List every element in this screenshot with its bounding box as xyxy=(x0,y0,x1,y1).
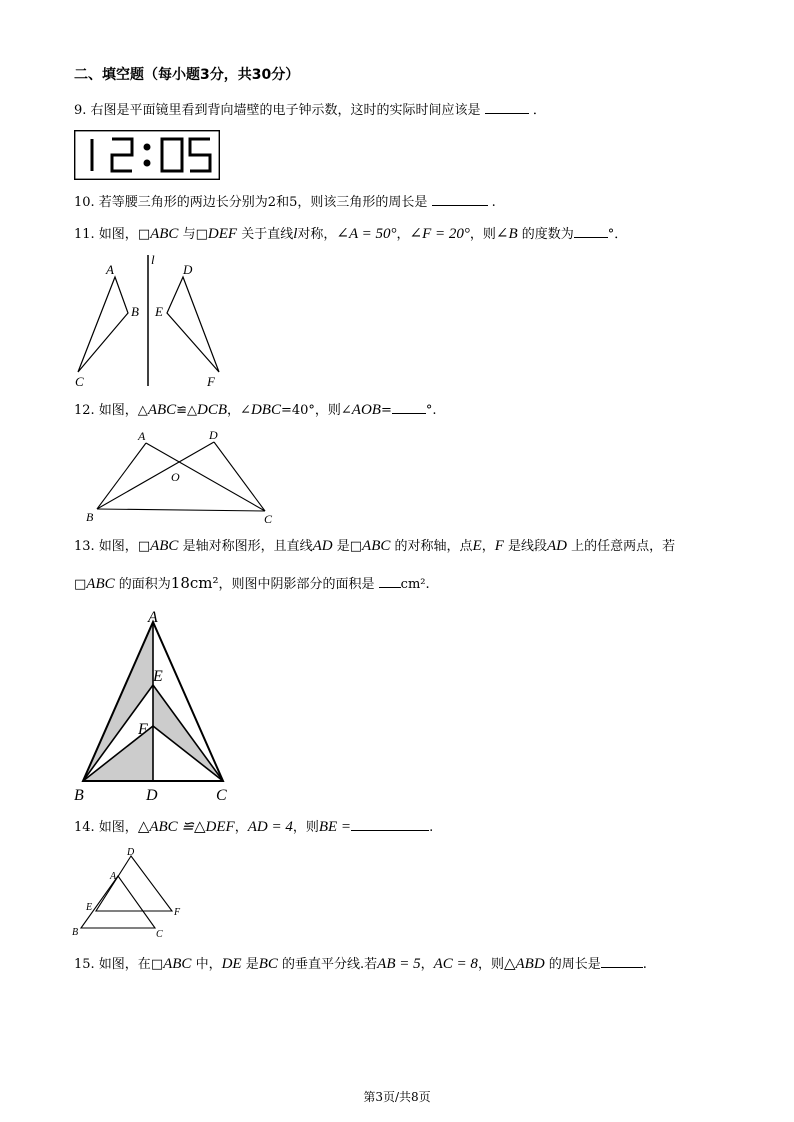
q13-mid2: 是 xyxy=(332,539,350,554)
question-13 xyxy=(74,537,675,556)
question-9 xyxy=(74,100,546,120)
q13-answer-blank[interactable] xyxy=(379,574,401,588)
q11-angle-f: ∠F = 20° xyxy=(409,226,470,242)
q12-figure-svg xyxy=(80,426,280,526)
label-b: B xyxy=(131,304,139,319)
q11-figure xyxy=(70,250,240,392)
q13-abc-2: ABC xyxy=(362,538,391,554)
label-d: D xyxy=(183,262,193,277)
q15-triangle-symbol: □ xyxy=(150,957,164,972)
mirror-clock-figure xyxy=(74,130,220,180)
q11-end: °． xyxy=(607,227,628,242)
q12-mid3: = xyxy=(380,403,392,418)
label-c: C xyxy=(75,374,84,389)
q13-prefix: 13. 如图， xyxy=(74,539,138,554)
q13-mid5: 是线段 xyxy=(503,539,548,554)
q11-prefix: 11. 如图， xyxy=(74,227,138,242)
q12-prefix: 12. 如图，△ xyxy=(74,403,148,418)
q11-mid3: 对称， xyxy=(297,227,337,242)
q14-ad: AD = 4 xyxy=(247,819,293,835)
q13-mid1: 是轴对称图形，且直线 xyxy=(178,539,313,554)
q14-figure-svg xyxy=(70,843,190,943)
q11-figure-svg xyxy=(70,250,240,392)
q12-figure xyxy=(80,426,280,526)
q15-de: DE xyxy=(221,956,242,972)
clock-colon-bottom xyxy=(144,160,151,167)
label-d: D xyxy=(209,428,218,442)
segment-ac xyxy=(146,443,265,511)
q15-answer-blank[interactable] xyxy=(601,954,643,968)
q9-text: 9. 右图是平面镜里看到背向墙壁的电子钟示数，这时的实际时间应该是 xyxy=(74,103,481,118)
q12-aob: AOB xyxy=(351,402,381,418)
q13-mid4: ， xyxy=(481,539,495,554)
label-c: C xyxy=(216,787,227,804)
q13-abc: ABC xyxy=(150,538,179,554)
mirror-clock-svg xyxy=(74,130,220,180)
page-footer: 第3页/共8页 xyxy=(363,1090,431,1104)
q12-cong: ≌△ xyxy=(176,403,198,418)
q11-angle-b: ∠B xyxy=(495,226,518,242)
q13-figure-svg xyxy=(70,606,240,806)
segment-ba xyxy=(97,443,146,509)
q14-be: BE = xyxy=(318,819,352,835)
question-15 xyxy=(74,954,647,974)
q15-sep: ， xyxy=(420,957,434,972)
q13-triangle-symbol: □ xyxy=(137,539,151,554)
q13-abc-3: ABC xyxy=(86,576,115,592)
q12-end: °. xyxy=(425,403,437,418)
q11-mid1: 与 xyxy=(178,227,196,242)
label-l: l xyxy=(151,252,155,267)
q13-ad: AD xyxy=(312,538,333,554)
q11-answer-blank[interactable] xyxy=(574,224,608,238)
q15-ab: AB = 5 xyxy=(377,956,421,972)
q11-angle-a: ∠A = 50° xyxy=(336,226,397,242)
q14-answer-blank[interactable] xyxy=(351,817,429,831)
q9-answer-blank[interactable] xyxy=(485,100,529,114)
q12-mid1: ，∠ xyxy=(227,403,251,418)
q11-mid5: 的度数为 xyxy=(517,227,574,242)
q13-f: F xyxy=(494,538,504,554)
q11-triangle-symbol: □ xyxy=(137,227,151,242)
q15-mid3: 的垂直平分线.若 xyxy=(277,957,378,972)
label-f: F xyxy=(174,907,181,918)
q13-e: E xyxy=(472,538,482,554)
label-b: B xyxy=(74,787,84,804)
q15-abc: ABC xyxy=(163,956,192,972)
q11-def: DEF xyxy=(207,226,238,242)
segment-bc xyxy=(97,509,265,511)
q12-abc: ABC xyxy=(147,402,177,418)
q11-mid2: 关于直线 xyxy=(237,227,294,242)
label-b: B xyxy=(86,510,94,524)
q14-end: . xyxy=(429,820,434,835)
q14-congruence: △ABC ≌△DEF xyxy=(137,819,235,835)
q13-area: 18cm² xyxy=(170,574,219,592)
q13-ad-2: AD xyxy=(547,538,568,554)
q10-end: . xyxy=(491,195,496,210)
label-c: C xyxy=(156,929,163,940)
segment-bd xyxy=(97,442,214,509)
q12-dbc: DBC xyxy=(250,402,281,418)
q15-ac: AC = 8 xyxy=(433,956,478,972)
label-o: O xyxy=(171,470,180,484)
q15-mid1: 中， xyxy=(191,957,222,972)
q14-prefix: 14. 如图， xyxy=(74,820,138,835)
q11-l: l xyxy=(293,226,298,242)
q12-dcb: DCB xyxy=(197,402,228,418)
q14-sep: ， xyxy=(234,820,248,835)
triangle-def xyxy=(96,856,172,911)
q15-mid5: 的周长是 xyxy=(544,957,601,972)
label-b: B xyxy=(72,927,79,938)
q11-abc: ABC xyxy=(150,226,179,242)
section-title: 二、填空题（每小题3分，共30分） xyxy=(74,67,300,83)
triangle-def xyxy=(167,277,219,372)
question-14 xyxy=(74,817,433,837)
question-10 xyxy=(74,192,496,212)
q10-answer-blank[interactable] xyxy=(432,192,488,206)
label-a: A xyxy=(148,609,158,626)
label-a: A xyxy=(138,429,146,443)
triangle-abc xyxy=(78,277,128,372)
label-c: C xyxy=(264,512,273,526)
label-a: A xyxy=(110,871,117,882)
q12-mid2: =40°，则∠ xyxy=(280,403,352,418)
question-13-line-2 xyxy=(74,574,430,594)
q14-figure xyxy=(70,843,190,943)
q13-line2-mid1: 的面积为 xyxy=(114,577,171,592)
q13-end: cm². xyxy=(400,577,430,592)
q13-triangle-symbol-3: □ xyxy=(74,577,87,592)
q9-end: ． xyxy=(532,103,546,118)
q14-mid: ，则 xyxy=(292,820,319,835)
label-d: D xyxy=(127,847,135,858)
segment-dc xyxy=(214,442,265,511)
q15-prefix: 15. 如图，在 xyxy=(74,957,151,972)
label-f: F xyxy=(207,374,215,389)
q13-triangle-symbol-2: □ xyxy=(349,539,363,554)
q13-mid6: 上的任意两点，若 xyxy=(567,539,676,554)
q11-triangle-symbol-2: □ xyxy=(195,227,208,242)
q13-figure xyxy=(70,606,240,806)
q13-mid3: 的对称轴，点 xyxy=(390,539,473,554)
label-d: D xyxy=(146,787,158,804)
question-12 xyxy=(74,400,437,420)
label-f: F xyxy=(138,721,148,738)
q11-sep: ， xyxy=(396,227,410,242)
q12-answer-blank[interactable] xyxy=(392,400,426,414)
q15-bc: BC xyxy=(258,956,278,972)
q15-end: . xyxy=(642,957,647,972)
label-e: E xyxy=(153,668,163,685)
q15-mid2: 是 xyxy=(241,957,259,972)
question-11 xyxy=(74,224,627,244)
label-e: E xyxy=(155,304,163,319)
q10-text: 10. 若等腰三角形的两边长分别为2和5，则该三角形的周长是 xyxy=(74,195,428,210)
q15-mid4: ，则 xyxy=(477,957,504,972)
q11-mid4: ，则 xyxy=(469,227,496,242)
q13-line2-mid2: ，则图中阴影部分的面积是 xyxy=(218,577,375,592)
label-a: A xyxy=(106,262,114,277)
clock-colon-top xyxy=(144,144,151,151)
q15-abd: △ABD xyxy=(503,956,545,972)
label-e: E xyxy=(86,902,93,913)
